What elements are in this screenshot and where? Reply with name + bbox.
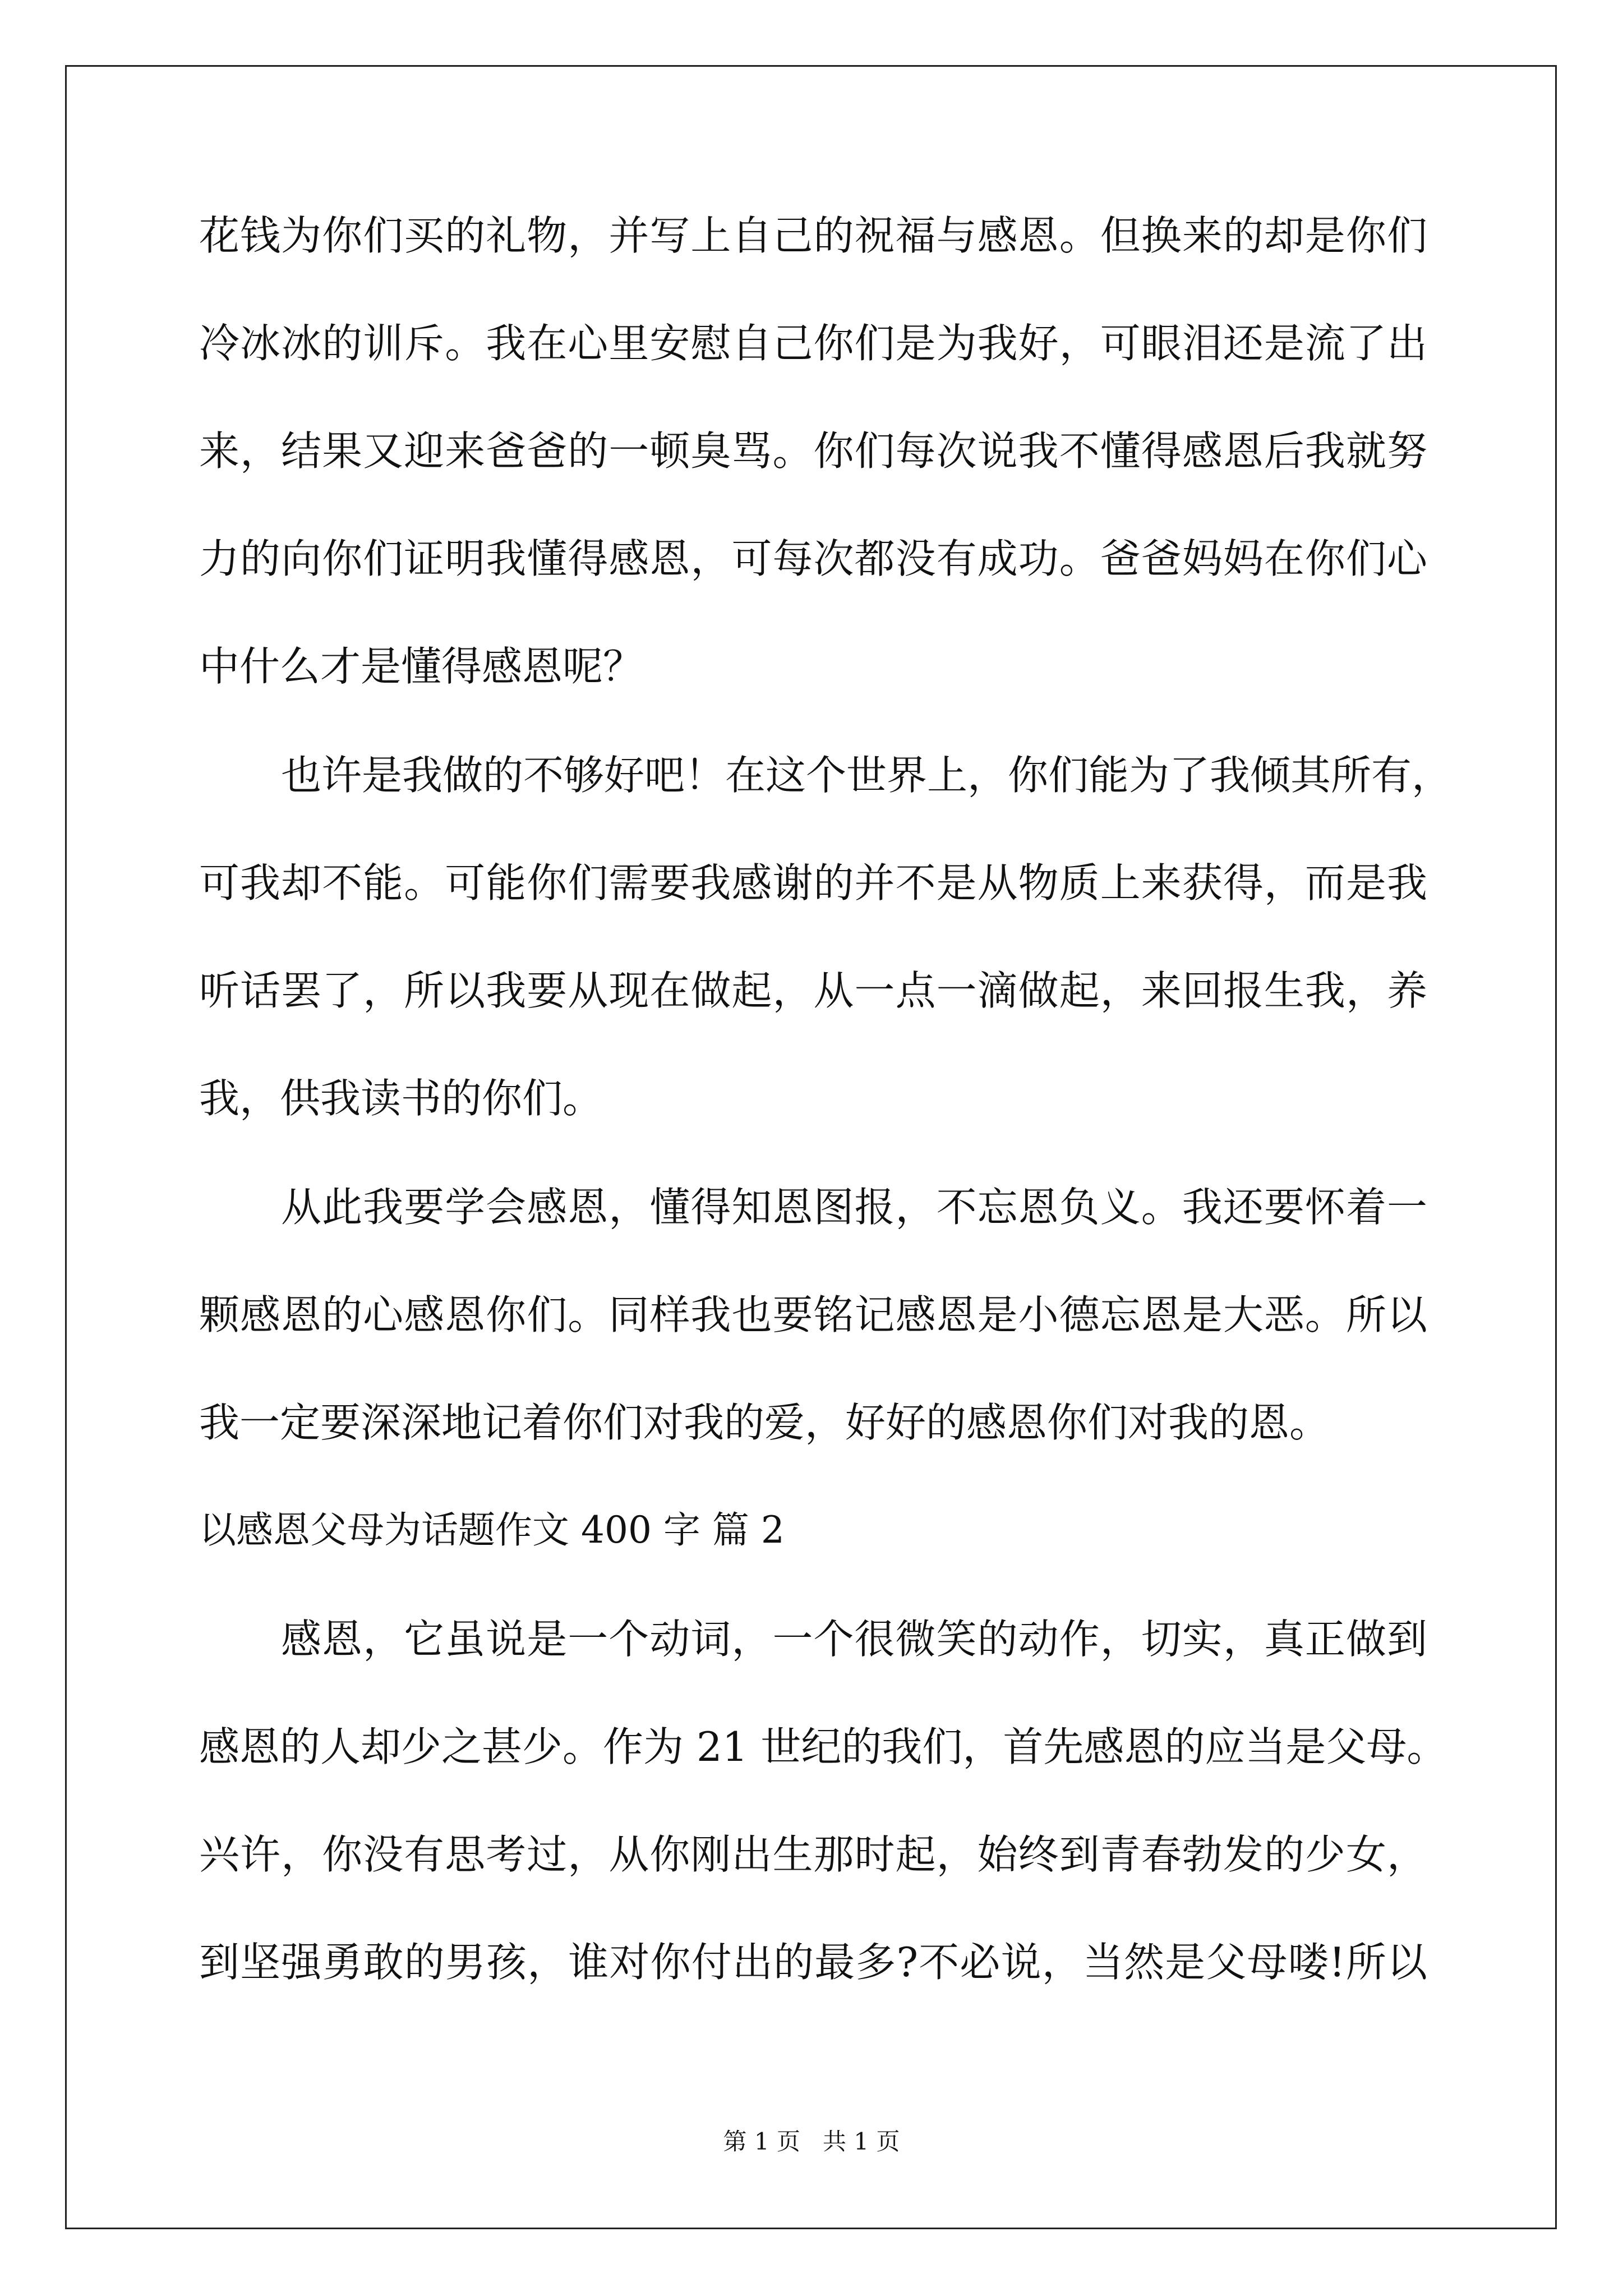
page-border (65, 65, 1557, 2229)
text-line: 到坚强勇敢的男孩，谁对你付出的最多?不必说，当然是父母喽!所以 (199, 1939, 1427, 1986)
text-line: 听话罢了，所以我要从现在做起，从一点一滴做起，来回报生我，养 (199, 967, 1427, 1014)
text-line: 中什么才是懂得感恩呢？ (199, 643, 644, 690)
text-line: 也许是我做的不够好吧！在这个世界上，你们能为了我倾其所有， (281, 752, 1453, 799)
page-total: 共 1 页 (823, 2128, 900, 2155)
text-line: 冷冰冰的训斥。我在心里安慰自己你们是为我好，可眼泪还是流了出 (199, 320, 1427, 367)
text-line: 从此我要学会感恩，懂得知恩图报，不忘恩负义。我还要怀着一 (281, 1184, 1427, 1231)
text-line: 力的向你们证明我懂得感恩，可每次都没有成功。爸爸妈妈在你们心 (199, 535, 1427, 582)
page-number: 第 1 页 (723, 2128, 800, 2155)
text-line: 颗感恩的心感恩你们。同样我也要铭记感恩是小德忘恩是大恶。所以 (199, 1291, 1427, 1338)
text-line: 可我却不能。可能你们需要我感谢的并不是从物质上来获得，而是我 (199, 859, 1427, 907)
text-line: 我一定要深深地记着你们对我的爱，好好的感恩你们对我的恩。 (199, 1399, 1330, 1446)
text-line: 感恩，它虽说是一个动词，一个很微笑的动作，切实，真正做到 (281, 1616, 1427, 1663)
text-line: 来，结果又迎来爸爸的一顿臭骂。你们每次说我不懂得感恩后我就努 (199, 427, 1427, 475)
section-heading: 以感恩父母为话题作文 400 字 篇 2 (199, 1508, 785, 1552)
text-line: 感恩的人却少之甚少。作为 21 世纪的我们，首先感恩的应当是父母。 (199, 1723, 1447, 1770)
text-line: 我，供我读书的你们。 (199, 1075, 603, 1122)
text-line: 花钱为你们买的礼物，并写上自己的祝福与感恩。但换来的却是你们 (199, 212, 1427, 259)
text-line: 兴许，你没有思考过，从你刚出生那时起，始终到青春勃发的少女， (199, 1831, 1427, 1878)
page-footer (0, 2125, 1623, 2159)
